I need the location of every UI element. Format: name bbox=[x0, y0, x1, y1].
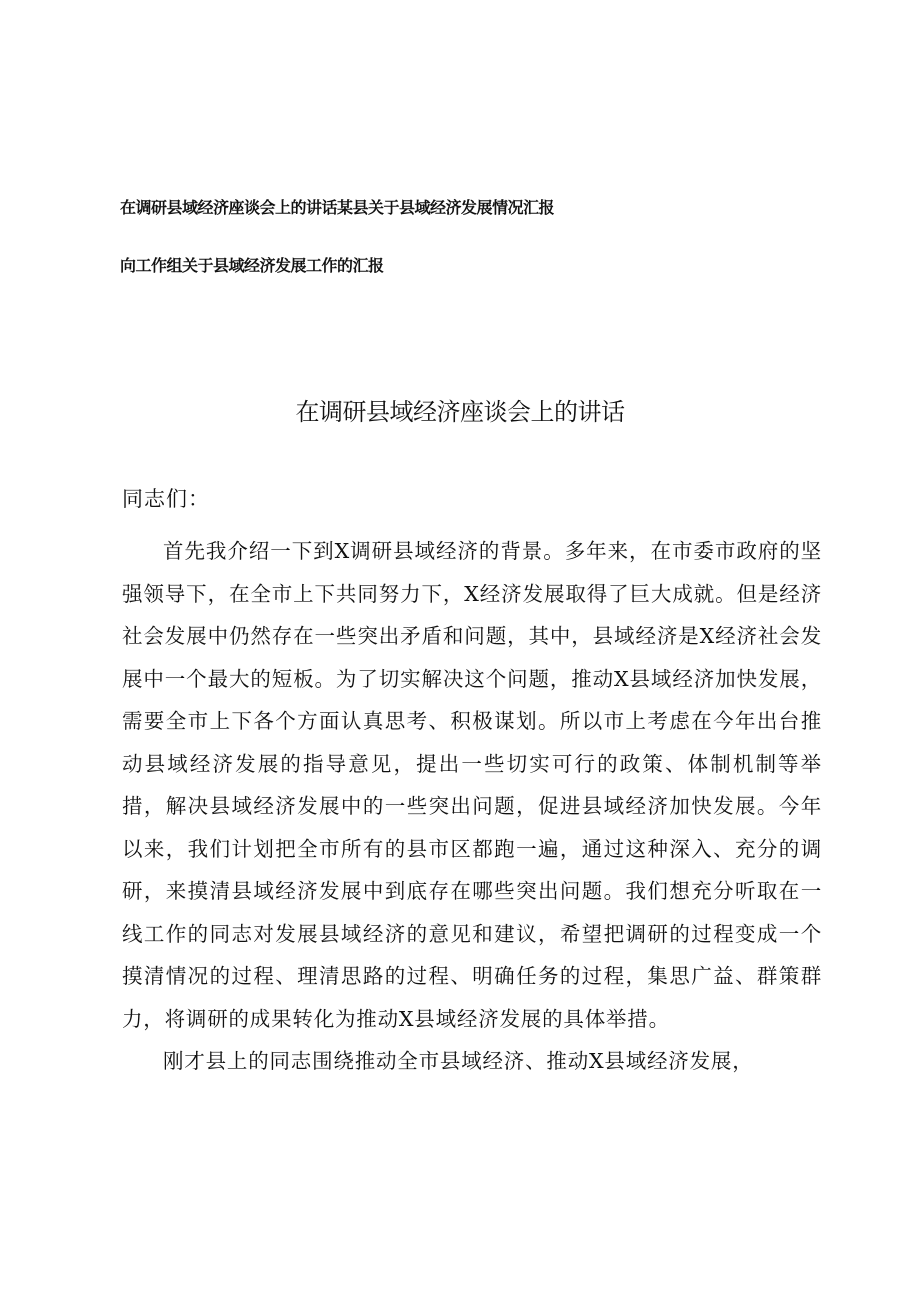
document-title: 在调研县域经济座谈会上的讲话 bbox=[295, 398, 625, 426]
salutation: 同志们： bbox=[122, 487, 210, 511]
paragraph-1: 首先我介绍一下到X调研县域经济的背景。多年来，在市委市政府的坚强领导下，在全市上下共同努力下，X经济发展取得了巨大成就。但是经济社会发展中仍然存在一些突出矛盾和问题，其中，县域经济是X经济社会发展中一个最大的短板。为了切实解决这个问题，推动X县域经济加快发展，需要全市上下各个方面认真思考、积极谋划。所以市上考虑在今年出台推动县域经济发展的指导意见，提出一些切实可行的政策、体制机制等举措，解决县域经济发展中的一些突出问题，促进县域经济加快发展。今年以来，我们计划把全市所有的县市区都跑一遍，通过这种深入、充分的调研，来摸清县域经济发展中到底存在哪些突出问题。我们想充分听取在一线工作的同志对发展县域经济的意见和建议，希望把调研的过程变成一个摸清情况的过程、理清思路的过程、明确任务的过程，集思广益、群策群力，将调研的成果转化为推动X县域经济发展的具体举措。 bbox=[122, 539, 822, 1031]
toc-entry-1: 在调研县域经济座谈会上的讲话某县关于县域经济发展情况汇报 bbox=[120, 198, 555, 217]
table-of-contents bbox=[120, 196, 820, 278]
toc-entry-2: 向工作组关于县域经济发展工作的汇报 bbox=[120, 256, 384, 275]
body-text bbox=[122, 530, 822, 1083]
paragraph-2: 刚才县上的同志围绕推动全市县域经济、推动X县域经济发展， bbox=[163, 1049, 754, 1073]
